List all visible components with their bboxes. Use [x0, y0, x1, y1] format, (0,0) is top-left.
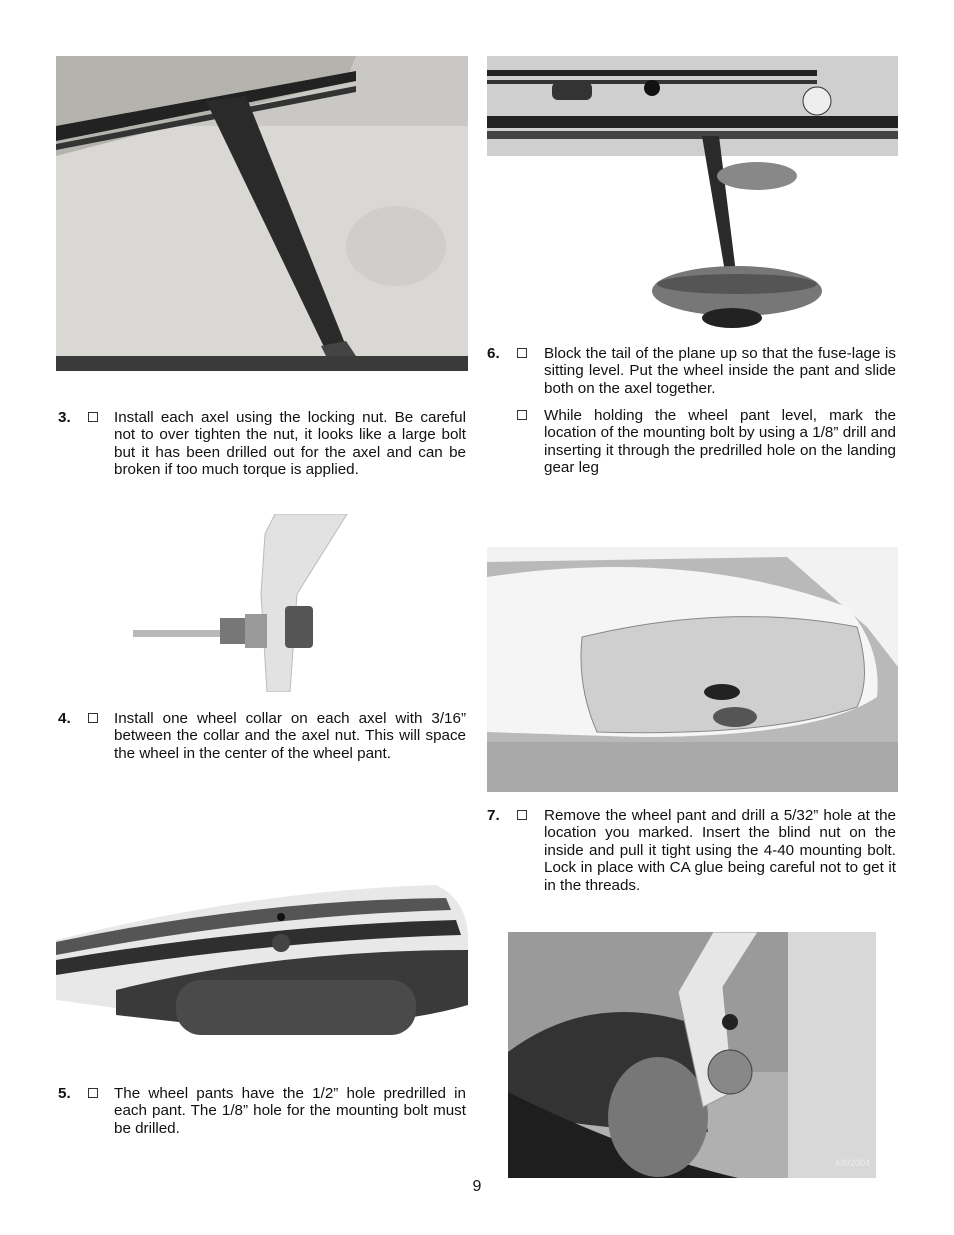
photo-date-stamp: 4/6/2004	[834, 1158, 870, 1168]
step-text: While holding the wheel pant level, mark the location of the mounting bolt by using a 1/8” drill and inserting it through the predrilled hole on the landing gear leg	[544, 407, 896, 477]
step-number: 3.	[58, 409, 71, 426]
step-6	[487, 345, 898, 397]
step-6-part-2	[487, 407, 898, 477]
step-3	[58, 409, 468, 499]
step-number: 6.	[487, 345, 500, 362]
step-checkbox[interactable]	[88, 713, 98, 723]
step-text: Remove the wheel pant and drill a 5/32” hole at the location you marked. Insert the blind nut on the inside and pull it tight using the 4-40 mounting bolt. Lock in place with CA glue being careful not to get it in the threads.	[544, 807, 896, 894]
step-text: Install one wheel collar on each axel with 3/16” between the collar and the axel nut. This will space the wheel in the center of the wheel pant.	[114, 710, 466, 762]
step-4	[58, 710, 468, 782]
step-text: Block the tail of the plane up so that the fuse-lage is sitting level. Put the wheel inside the pant and slide both on the axel together.	[544, 345, 896, 397]
step-checkbox[interactable]	[517, 810, 527, 820]
step-5	[58, 1085, 468, 1139]
step-checkbox[interactable]	[517, 348, 527, 358]
step-number: 7.	[487, 807, 500, 824]
step-text: Install each axel using the locking nut. Be careful not to over tighten the nut, it looks like a large bolt but it has been drilled out for the axel and can be broken if too much torque is applied.	[114, 409, 466, 479]
axle-bolt-photo	[125, 514, 417, 692]
wheel-pant-exterior-photo	[56, 880, 468, 1038]
step-checkbox[interactable]	[517, 410, 527, 420]
wheel-mounted-closeup-photo	[508, 932, 876, 1178]
step-checkbox[interactable]	[88, 412, 98, 422]
wheel-pant-interior-photo	[487, 547, 898, 792]
step-number: 5.	[58, 1085, 71, 1102]
fuselage-with-wheel-pant-photo	[487, 56, 898, 336]
step-7	[487, 807, 898, 897]
page-number: 9	[472, 1178, 482, 1195]
step-text: The wheel pants have the 1/2” hole predrilled in each pant. The 1/8” hole for the mounting bolt must be drilled.	[114, 1085, 466, 1137]
step-checkbox[interactable]	[88, 1088, 98, 1098]
landing-gear-leg-photo	[56, 56, 468, 371]
step-number: 4.	[58, 710, 71, 727]
